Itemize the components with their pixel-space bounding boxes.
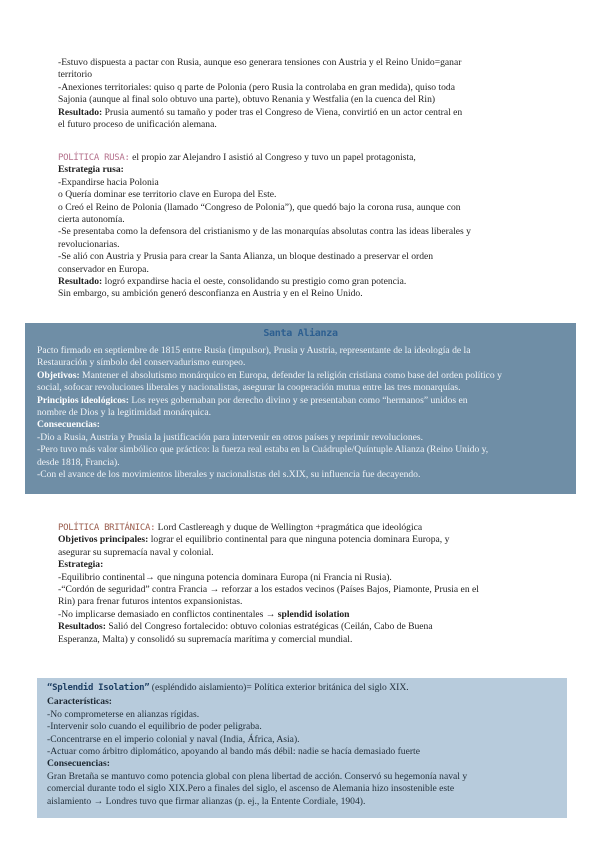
principios-label: Principios ideológicos: bbox=[37, 394, 129, 406]
text-line: -No comprometerse en alianzas rígidas. bbox=[47, 708, 200, 720]
text-line: o Creó el Reino de Polonia (llamado “Congreso de Polonia”), que quedó bajo la corona rusa, aunque con bbox=[58, 201, 461, 213]
text-line: el futuro proceso de unificación alemana. bbox=[58, 119, 217, 131]
text-line: social, sofocar revoluciones liberales y nacionalistas, asegurar la cooperación mutua entre las tres monarquías. bbox=[37, 382, 461, 394]
text-line: -Se alió con Austria y Prusia para crear la Santa Alianza, un bloque destinado a preservar el orden bbox=[58, 251, 434, 263]
text-line: -Anexiones territoriales: quiso q parte de Polonia (pero Rusia la controlaba en gran medida), quiso toda bbox=[58, 81, 455, 93]
text-line: -Dio a Rusia, Austria y Prusia la justificación para intervenir en otros países y reprimir revoluciones. bbox=[37, 431, 424, 443]
text-line: Gran Bretaña se mantuvo como potencia global con plena libertad de acción. Conservó su hegemonía naval y bbox=[47, 770, 468, 782]
text-line: nombre de Dios y la legitimidad monárquica. bbox=[37, 407, 211, 419]
rusia-section bbox=[58, 152, 471, 301]
result-text: Salió del Congreso fortalecido: obtuvo colonias estratégicas (Ceilán, Cabo de Buena bbox=[105, 621, 433, 633]
text-line: territorio bbox=[58, 69, 93, 81]
panel-title-line bbox=[47, 682, 467, 694]
text-line: o Quería dominar ese territorio clave en Europa del Este. bbox=[58, 189, 277, 201]
rusia-heading-line bbox=[58, 152, 471, 164]
panel-title: “Splendid Isolation” bbox=[47, 683, 150, 693]
section-heading: POLÍTICA BRITÁNICA: bbox=[58, 523, 156, 533]
heading-text: Lord Castlereagh y duque de Wellington +pragmática que ideológica bbox=[155, 522, 423, 533]
consecuencias-label: Consecuencias: bbox=[47, 758, 110, 770]
text-line: Restauración y símbolo del conservadurismo europeo. bbox=[37, 357, 246, 369]
text-line: -Intervenir solo cuando el equilibrio de poder peligraba. bbox=[47, 721, 262, 733]
text-line: -Estuvo dispuesta a pactar con Rusia, aunque eso generara tensiones con Austria y el Reino Unido=ganar bbox=[58, 57, 462, 68]
principios-line bbox=[37, 395, 502, 407]
text-line: -Equilibrio continental→ que ninguna potencia dominara Europa (ni Francia ni Rusia). bbox=[58, 571, 392, 583]
santa-alianza-panel bbox=[25, 323, 576, 494]
no-implicarse-text: -No implicarse demasiado en conflictos continentales → bbox=[58, 608, 278, 620]
text-line: revolucionarias. bbox=[58, 238, 120, 250]
text-line: -Expandirse hacia Polonia bbox=[58, 176, 159, 188]
panel-title: Santa Alianza bbox=[263, 328, 338, 339]
result-line bbox=[58, 276, 471, 288]
principios-text: Los reyes gobernaban por derecho divino y se presentaban como “hermanos” unidos en bbox=[128, 394, 468, 406]
strategy-label: Estrategia rusa: bbox=[58, 164, 124, 176]
heading-text: el propio zar Alejandro I asistió al Congreso y tuvo un papel protagonista, bbox=[129, 152, 416, 163]
objetivos-label: Objetivos principales: bbox=[58, 534, 149, 546]
result-text: logró expandirse hacia el oeste, consolidando su prestigio como gran potencia. bbox=[102, 276, 407, 288]
result-label: Resultado: bbox=[58, 106, 103, 118]
panel-title-row bbox=[25, 328, 576, 340]
text-line: -“Cordón de seguridad” contra Francia → reforzar a los estados vecinos (Países Bajos, Piamonte, Prusia en el bbox=[58, 584, 479, 596]
splendid-bold: splendid isolation bbox=[277, 608, 350, 620]
text-line: aislamiento → Londres tuvo que firmar alianzas (p. ej., la Entente Cordiale, 1904). bbox=[47, 795, 366, 807]
objetivos-text: Mantener el absolutismo monárquico en Europa, defender la religión cristiana como base del orden político y bbox=[79, 369, 502, 381]
text-line: -Pero tuvo más valor simbólico que práctico: la fuerza real estaba en la Cuádruple/Quíntuple Alianza (Reino Unido y, bbox=[37, 444, 489, 456]
britanica-section bbox=[58, 522, 479, 646]
text-line: -Se presentaba como la defensora del cristianismo y de las monarquías absolutas contra las ideas liberales y bbox=[58, 226, 471, 238]
objetivos-line bbox=[37, 370, 502, 382]
text-line: Sin embargo, su ambición generó desconfianza en Austria y en el Reino Unido. bbox=[58, 288, 363, 300]
strategy-label: Estrategia: bbox=[58, 559, 104, 571]
result-line bbox=[58, 621, 479, 633]
text-line: desde 1818, Francia). bbox=[37, 456, 120, 468]
section-heading: POLÍTICA RUSA: bbox=[58, 153, 130, 163]
text-line: -Concentrarse en el imperio colonial y naval (India, África, Asia). bbox=[47, 733, 300, 745]
text-line: -Actuar como árbitro diplomático, apoyando al bando más débil: nadie se hacía demasiado fuerte bbox=[47, 746, 420, 758]
no-implicarse-line bbox=[58, 609, 479, 621]
text-line: conservador en Europa. bbox=[58, 263, 149, 275]
text-line: Esperanza, Malta) y consolidó su supremacía marítima y comercial mundial. bbox=[58, 633, 353, 645]
objetivos-line bbox=[58, 534, 479, 546]
panel-body bbox=[37, 345, 502, 481]
splendid-isolation-panel bbox=[37, 678, 567, 818]
text-line: comercial durante todo el siglo XIX.Pero a finales del siglo, el ascenso de Alemania hizo insostenible este bbox=[47, 783, 455, 795]
result-text: Prusia aumentó su tamaño y poder tras el Congreso de Viena, convirtió en un actor central en bbox=[102, 106, 463, 118]
text-line: Rin) para frenar futuros intentos expansionistas. bbox=[58, 596, 243, 608]
prusia-section bbox=[58, 57, 462, 131]
objetivos-label: Objetivos: bbox=[37, 369, 80, 381]
panel-title-text: (espléndido aislamiento)= Política exterior británica del siglo XIX. bbox=[149, 682, 409, 693]
consecuencias-label: Consecuencias: bbox=[37, 419, 100, 431]
text-line: Sajonia (aunque al final solo obtuvo una parte), obtuvo Renania y Westfalia (en la cuenca del Rin) bbox=[58, 94, 436, 106]
caracteristicas-label: Características: bbox=[47, 696, 112, 708]
text-line: Pacto firmado en septiembre de 1815 entre Rusia (impulsor), Prusia y Austria, representante de la ideología de la bbox=[37, 345, 471, 356]
text-line: -Con el avance de los movimientos liberales y nacionalistas del s.XIX, su influencia fue decayendo. bbox=[37, 469, 421, 481]
result-label: Resultados: bbox=[58, 621, 106, 633]
text-line: cierta autonomía. bbox=[58, 214, 125, 226]
panel-body bbox=[47, 682, 467, 808]
britanica-heading-line bbox=[58, 522, 479, 534]
objetivos-text: lograr el equilibrio continental para que ninguna potencia dominara Europa, y bbox=[148, 534, 450, 546]
result-line bbox=[58, 107, 462, 119]
result-label: Resultado: bbox=[58, 276, 103, 288]
text-line: asegurar su supremacía naval y colonial. bbox=[58, 546, 214, 558]
